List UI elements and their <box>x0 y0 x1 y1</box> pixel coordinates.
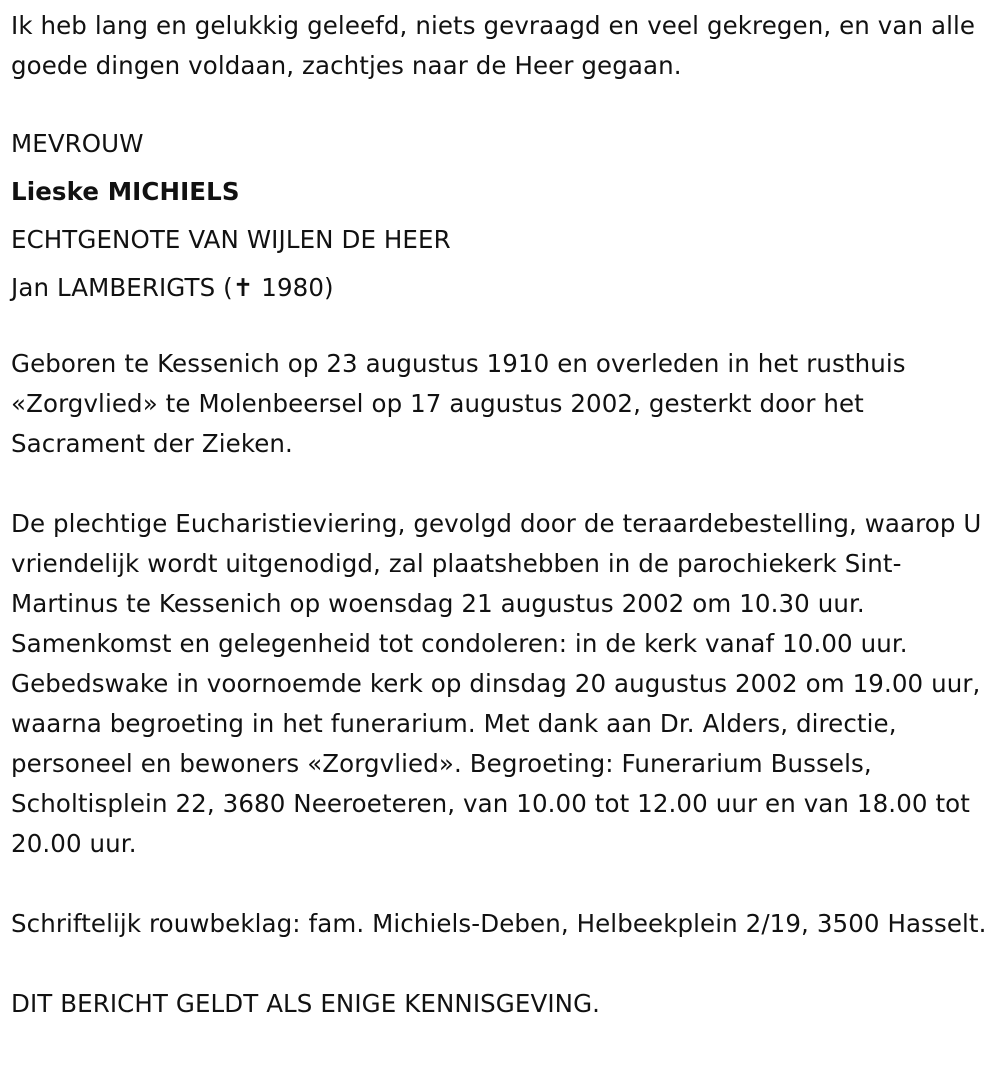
footer-notice: DIT BERICHT GELDT ALS ENIGE KENNISGEVING. <box>11 989 601 1018</box>
condolence-text: Schriftelijk rouwbeklag: fam. Michiels-Deben, Helbeekplein 2/19, 3500 Hasselt. <box>11 909 987 938</box>
relation-line: ECHTGENOTE VAN WIJLEN DE HEER <box>11 225 451 254</box>
spacer <box>11 944 990 984</box>
birth-death-text: Geboren te Kessenich op 23 augustus 1910 en overleden in het rusthuis «Zorgvlied» te Molenbeersel op 17 augustus 2002, gesterkt door het Sacrament der Zieken. <box>11 349 906 458</box>
spacer <box>11 464 990 504</box>
deceased-header <box>11 120 990 312</box>
deceased-name: Lieske MICHIELS <box>11 177 240 206</box>
funeral-text: De plechtige Eucharistieviering, gevolgd door de teraardebestelling, waarop U vriendelijk wordt uitgenodigd, zal plaatshebben in de parochiekerk Sint-Martinus te Kessenich op woensdag 21 augustus 2002 om 10.30 uur. Samenkomst en gelegenheid tot condoleren: in de kerk vanaf 10.00 uur. Gebedswake in voornoemde kerk op dinsdag 20 augustus 2002 om 19.00 uur, waarna begroeting in het funerarium. Met dank aan Dr. Alders, directie, personeel en bewoners «Zorgvlied». Begroeting: Funerarium Bussels, Scholtisplein 22, 3680 Neeroeteren, van 10.00 tot 12.00 uur en van 18.00 tot 20.00 uur. <box>11 509 982 858</box>
spouse-line: Jan LAMBERIGTS (✝ 1980) <box>11 273 334 302</box>
birth-death-paragraph <box>11 344 990 464</box>
motto-text: Ik heb lang en gelukkig geleefd, niets gevraagd en veel gekregen, en van alle goede dingen voldaan, zachtjes naar de Heer gegaan. <box>11 11 976 80</box>
spacer <box>11 864 990 904</box>
honorific: MEVROUW <box>11 129 144 158</box>
